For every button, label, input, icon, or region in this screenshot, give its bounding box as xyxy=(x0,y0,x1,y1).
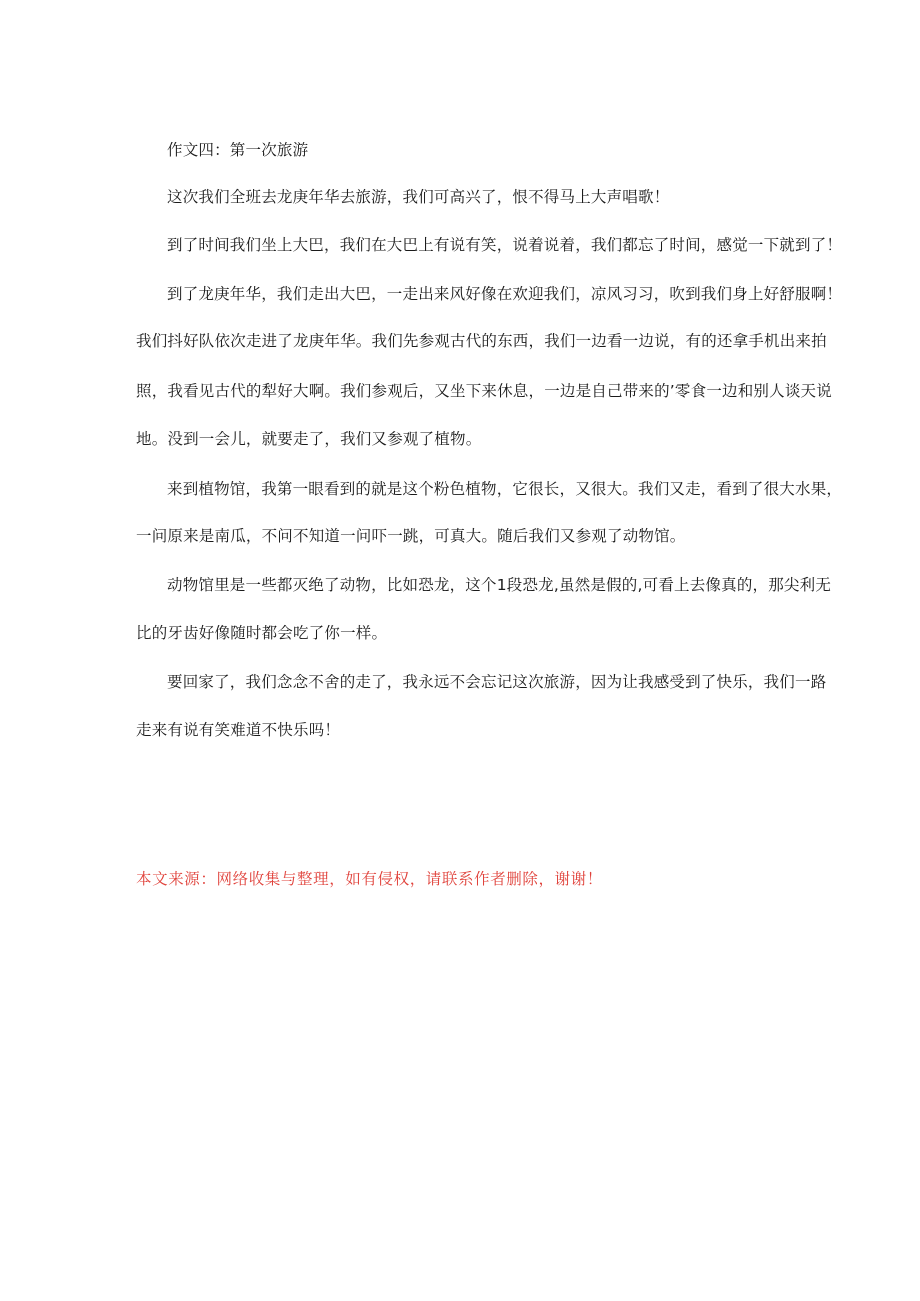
paragraph-line: 来到植物馆，我第一眼看到的就是这个粉色植物，它很长，又很大。我们又走，看到了很大水果， xyxy=(167,480,843,498)
paragraph-line: 一问原来是南瓜，不问不知道一问吓一跳，可真大。随后我们又参观了动物馆。 xyxy=(136,527,686,545)
paragraph-line: 照，我看见古代的犁好大啊。我们参观后，又坐下来休息，一边是自己带来的’零食一边和别人谈天说 xyxy=(136,382,832,400)
paragraph-line: 比的牙齿好像随时都会吃了你一样。 xyxy=(136,624,388,642)
paragraph-line: 到了时间我们坐上大巴，我们在大巴上有说有笑，说着说着，我们都忘了时间，感觉一下就到了！ xyxy=(167,236,843,254)
paragraph-line: 这次我们全班去龙庚年华去旅游，我们可高兴了，恨不得马上大声唱歌！ xyxy=(167,188,670,206)
paragraph-line: 走来有说有笑难道不快乐吗！ xyxy=(136,721,341,739)
paragraph-line: 动物馆里是一些都灭绝了动物，比如恐龙，这个1段恐龙,虽然是假的,可看上去像真的，那尖利无 xyxy=(167,576,832,594)
essay-title: 作文四：第一次旅游 xyxy=(167,141,309,159)
source-note: 本文来源：网络收集与整理，如有侵权，请联系作者删除，谢谢！ xyxy=(136,870,603,888)
paragraph-line: 到了龙庚年华，我们走出大巴，一走出来风好像在欢迎我们，凉风习习，吹到我们身上好舒服啊！ xyxy=(167,285,843,303)
paragraph-line: 要回家了，我们念念不舍的走了，我永远不会忘记这次旅游，因为让我感受到了快乐，我们一路 xyxy=(167,673,827,691)
paragraph-line: 我们抖好队依次走进了龙庚年华。我们先参观古代的东西，我们一边看一边说，有的还拿手机出来拍 xyxy=(136,332,827,350)
paragraph-line: 地。没到一会儿，就要走了，我们又参观了植物。 xyxy=(136,430,482,448)
